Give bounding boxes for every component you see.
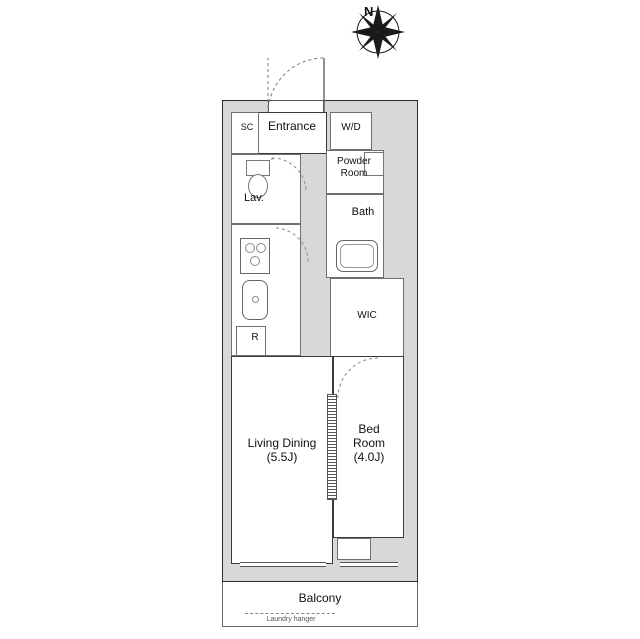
label-living-dining: Living Dining (5.5J)	[247, 436, 317, 464]
stove-burner-2	[256, 243, 266, 253]
washer-dryer-space	[330, 112, 372, 150]
bedroom-storage	[337, 538, 371, 560]
bedroom-door-swing	[338, 358, 378, 398]
lavatory-door-swing	[272, 158, 306, 192]
kitchen-sink-drain	[252, 296, 259, 303]
label-refrigerator: R	[251, 332, 259, 343]
label-laundry-hanger: Laundry hanger	[266, 616, 316, 623]
label-wic: WIC	[357, 310, 377, 321]
entrance-door-swing	[268, 58, 328, 114]
label-bed-room: Bed Room (4.0J)	[352, 422, 385, 464]
label-lavatory: Lav.	[244, 192, 264, 204]
bathtub-inner	[340, 244, 374, 268]
living-dining-room	[231, 356, 333, 564]
stove-burner-1	[245, 243, 255, 253]
label-sc: SC	[240, 122, 254, 132]
living-window	[240, 562, 326, 567]
kitchen-door-swing	[276, 228, 310, 266]
walk-in-closet	[330, 278, 404, 358]
laundry-hanger-line	[245, 613, 335, 614]
toilet-bowl	[248, 174, 268, 198]
sliding-partition	[327, 394, 337, 500]
label-wd: W/D	[341, 122, 361, 133]
label-bath: Bath	[351, 206, 375, 218]
svg-text:N: N	[364, 4, 374, 19]
label-entrance: Entrance	[267, 119, 317, 133]
label-balcony: Balcony	[298, 591, 342, 605]
refrigerator-space	[236, 326, 266, 356]
stove-burner-3	[250, 256, 260, 266]
bedroom-window	[340, 562, 398, 567]
label-powder-room: Powder Room	[337, 156, 371, 179]
shoe-closet	[231, 112, 259, 154]
powder-room-counter	[364, 152, 384, 176]
north-compass-rose	[349, 3, 407, 61]
balcony-area	[222, 582, 418, 627]
